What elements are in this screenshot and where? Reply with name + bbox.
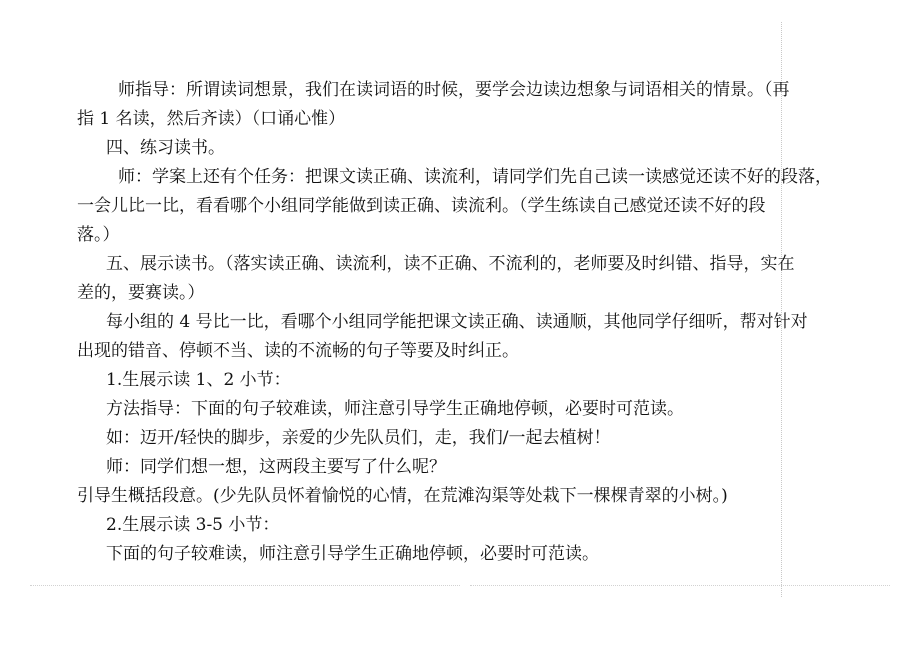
text-line: 差的，要赛读。） [77, 283, 205, 303]
text-line: 落。） [77, 225, 120, 245]
section-heading: 五、展示读书。（落实读正确、读流利，读不正确、不流利的，老师要及时纠错、指导，实在 [106, 254, 795, 274]
text-line: 指 1 名读，然后齐读）（口诵心惟） [77, 109, 346, 129]
text-line: 每小组的 4 号比一比，看哪个小组同学能把课文读正确、读通顺，其他同学仔细听，帮对针对 [106, 312, 808, 332]
text-line: 师指导：所谓读词想景，我们在读词语的时候，要学会边读边想象与词语相关的情景。（再 [118, 80, 790, 100]
page-break-divider-left [30, 585, 460, 586]
text-line: 师：学案上还有个任务：把课文读正确、读流利，请同学们先自己读一读感觉还读不好的段落， [118, 167, 832, 187]
text-line: 一会儿比一比，看看哪个小组同学能做到读正确、读流利。（学生练读自己感觉还读不好的段 [77, 196, 766, 216]
page-break-divider-right [470, 585, 890, 586]
subsection-heading: 1.生展示读 1、2 小节： [106, 370, 291, 390]
text-line: 出现的错音、停顿不当、读的不流畅的句子等要及时纠正。 [77, 341, 519, 361]
text-line: 师：同学们想一想，这两段主要写了什么呢？ [106, 457, 446, 477]
text-line: 下面的句子较难读，师注意引导学生正确地停顿，必要时可范读。 [106, 544, 599, 564]
text-line: 引导生概括段意。(少先队员怀着愉悦的心情，在荒滩沟渠等处栽下一棵棵青翠的小树。) [77, 486, 728, 506]
subsection-heading: 2.生展示读 3-5 小节： [106, 515, 280, 535]
section-heading: 四、练习读书。 [106, 138, 225, 158]
text-line: 方法指导：下面的句子较难读，师注意引导学生正确地停顿，必要时可范读。 [106, 399, 684, 419]
page-margin-guide [781, 22, 782, 597]
text-line: 如：迈开/轻快的脚步，亲爱的少先队员们，走，我们/一起去植树！ [106, 428, 611, 448]
